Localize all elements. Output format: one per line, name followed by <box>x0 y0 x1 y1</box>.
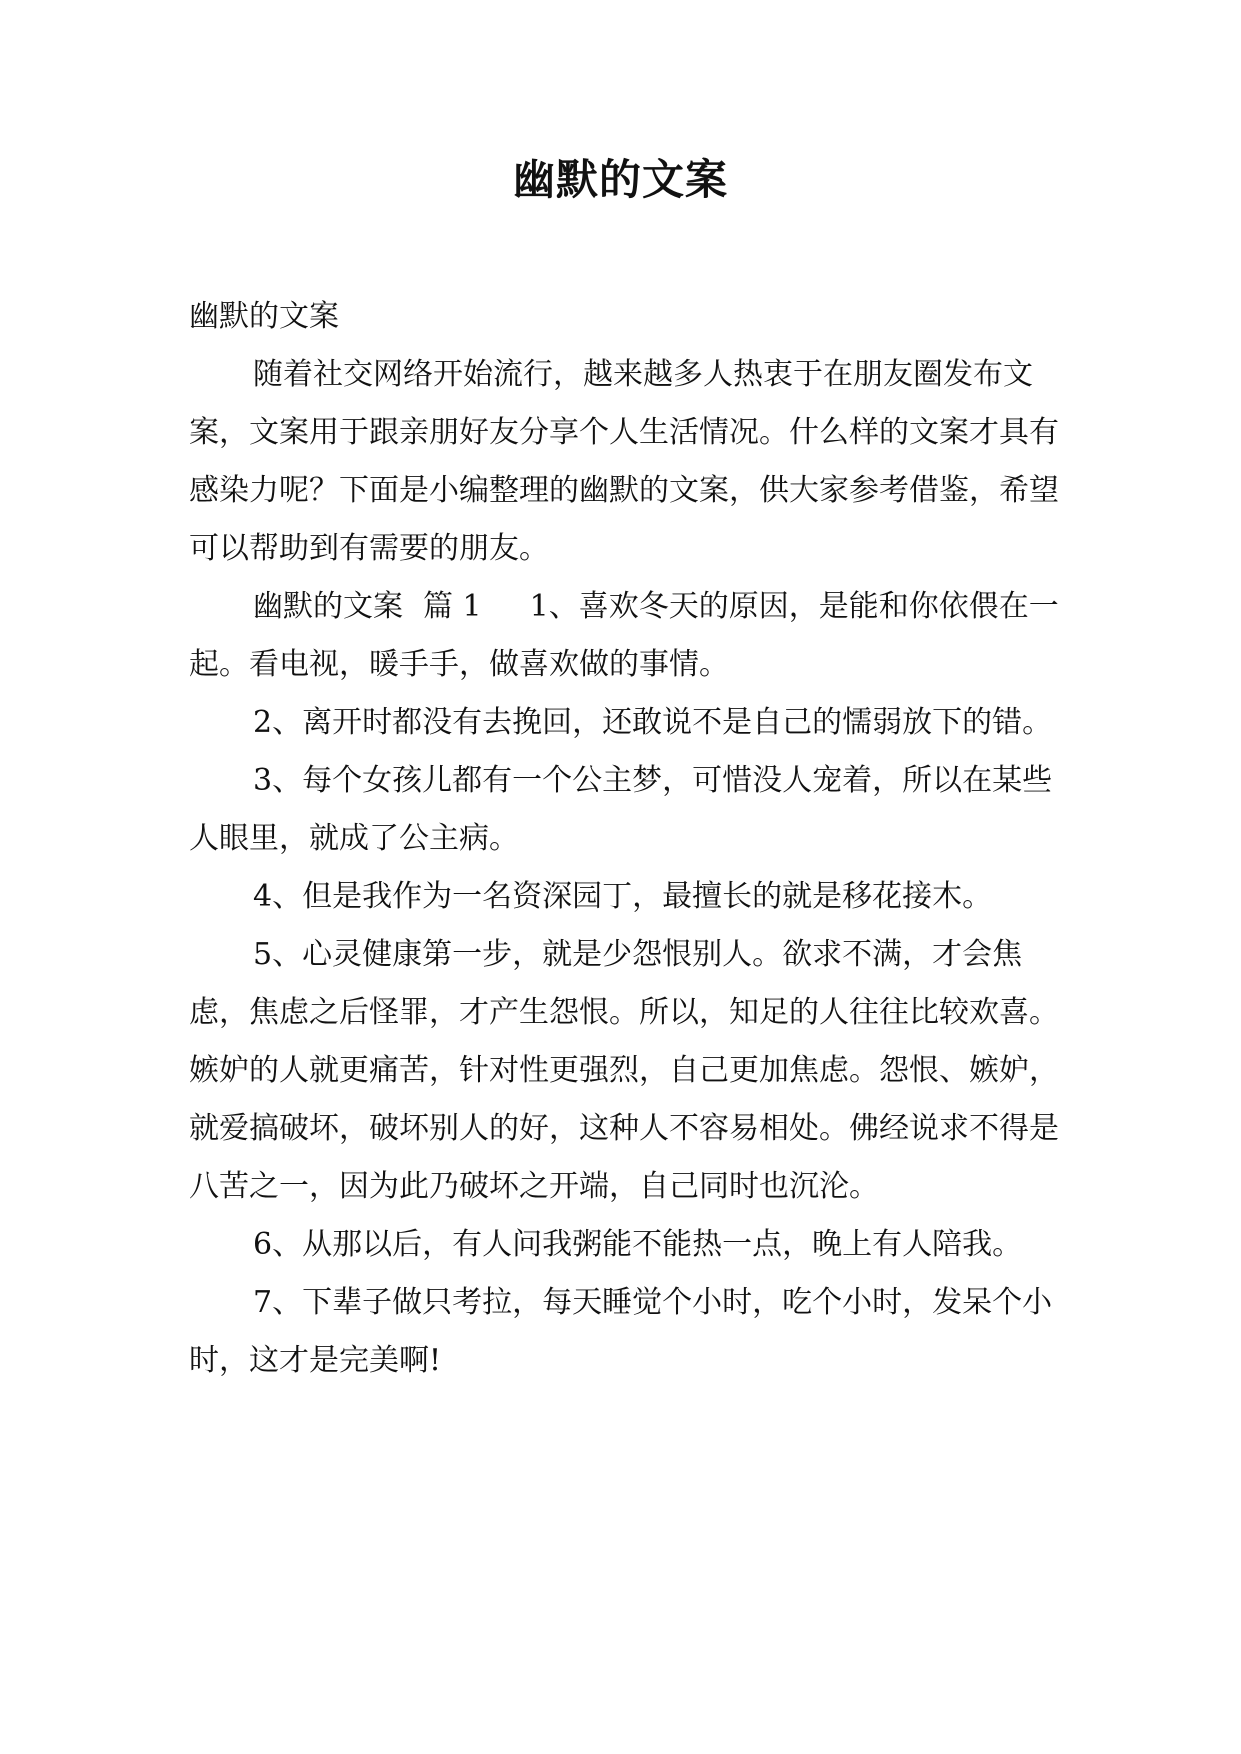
list-item: 3、每个女孩儿都有一个公主梦，可惜没人宠着，所以在某些人眼里，就成了公主病。 <box>189 763 1053 856</box>
list-item: 5、心灵健康第一步，就是少怨恨别人。欲求不满，才会焦虑，焦虑之后怪罪，才产生怨恨。所以，知足的人往往比较欢喜。嫉妒的人就更痛苦，针对性更强烈，自己更加焦虑。怨恨、嫉妒，就爱搞破坏，破坏别人的好，这种人不容易相处。佛经说求不得是八苦之一，因为此乃破坏之开端，自己同时也沉沦。 <box>189 937 1059 1204</box>
list-item: 6、从那以后，有人问我粥能不能热一点，晚上有人陪我。 <box>253 1227 1023 1262</box>
document-subheading: 幽默的文案 <box>189 299 339 334</box>
intro-paragraph: 随着社交网络开始流行，越来越多人热衷于在朋友圈发布文案，文案用于跟亲朋好友分享个人生活情况。什么样的文案才具有感染力呢？下面是小编整理的幽默的文案，供大家参考借鉴，希望可以帮助到有需要的朋友。 <box>189 357 1059 566</box>
document-body <box>189 288 1065 1390</box>
document-title: 幽默的文案 <box>512 155 728 204</box>
list-item: 1、喜欢冬天的原因，是能和你依偎在一起。看电视，暖手手，做喜欢做的事情。 <box>189 589 1059 682</box>
list-item: 7、下辈子做只考拉，每天睡觉个小时，吃个小时，发呆个小时，这才是完美啊! <box>189 1285 1053 1378</box>
section-label: 幽默的文案 <box>253 589 403 624</box>
section-first-paragraph <box>189 578 1065 694</box>
section-number: 篇 1 <box>423 589 482 624</box>
list-item: 4、但是我作为一名资深园丁，最擅长的就是移花接木。 <box>253 879 993 914</box>
list-item: 2、离开时都没有去挽回，还敢说不是自己的懦弱放下的错。 <box>253 705 1053 740</box>
